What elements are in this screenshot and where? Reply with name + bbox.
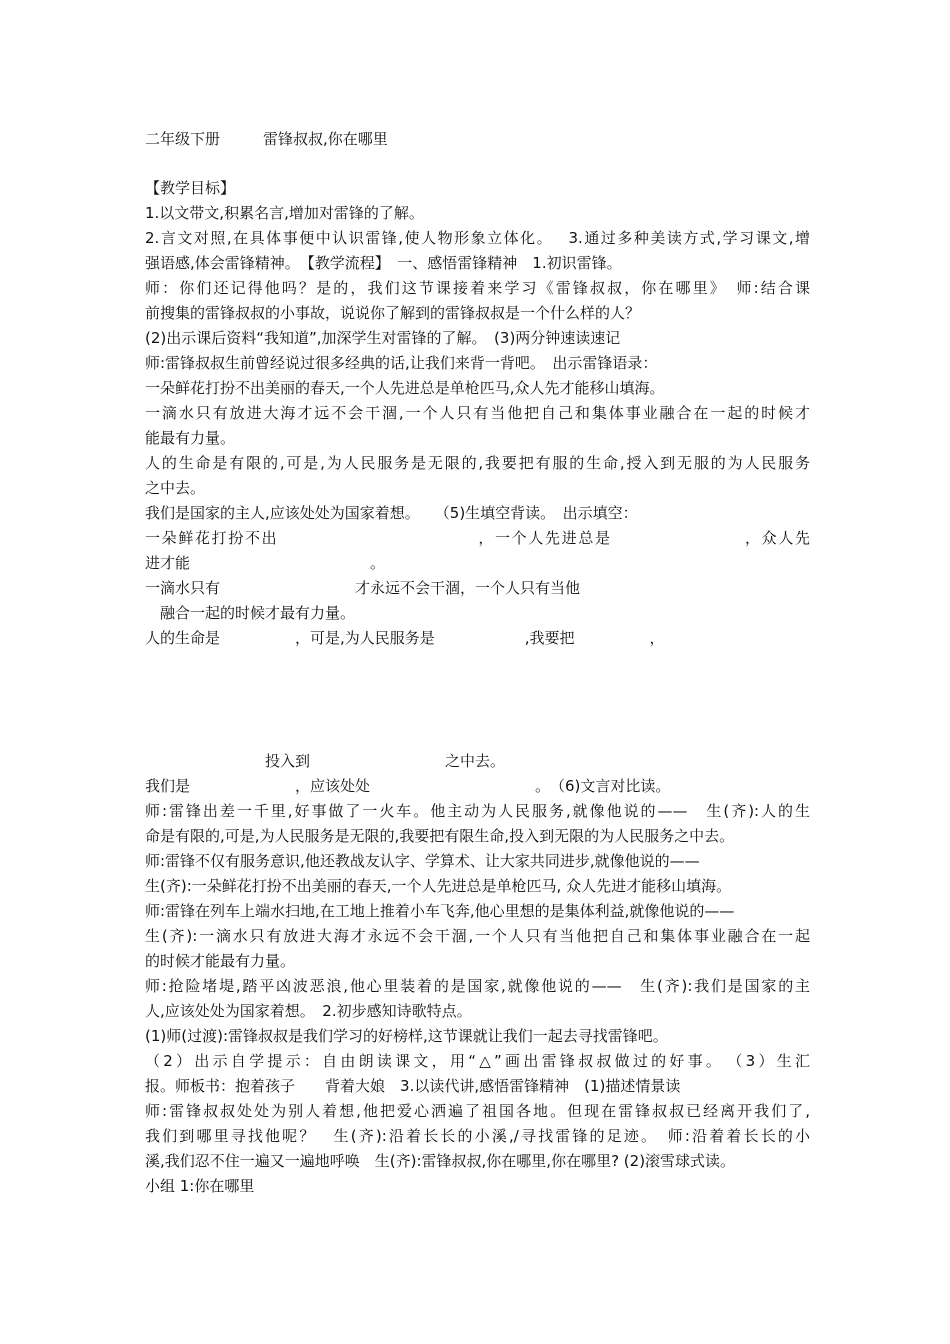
- body-line: 命是有限的,可是,为人民服务是无限的,我要把有限生命,投入到无限的为人民服务之中去。: [145, 827, 735, 845]
- fill-blank-line: 人的生命是 ，可是,为人民服务是 ,我要把 ，: [145, 629, 665, 647]
- body-line: 人的生命是有限的,可是,为人民服务是无限的,我要把有服的生命,授入到无服的为人民服务: [145, 454, 810, 472]
- body-line: 1.以文带文,积累名言,增加对雷锋的了解。: [145, 204, 424, 222]
- section-heading: 【教学目标】: [145, 179, 236, 197]
- body-line: 师:雷锋叔叔处处为别人着想,他把爱心洒遍了祖国各地。但现在雷锋叔叔已经离开我们了,: [145, 1102, 810, 1120]
- body-line: 生(齐):一滴水只有放进大海才永远不会干涸,一个人只有当他把自己和集体事业融合在一起: [145, 927, 810, 945]
- body-line: 师:雷锋叔叔生前曾经说过很多经典的话,让我们来背一背吧。 出示雷锋语录：: [145, 354, 658, 372]
- body-line: (2)出示课后资料“我知道”,加深学生对雷锋的了解。 (3)两分钟速读速记: [145, 329, 621, 347]
- body-line: 师:抢险堵堤,踏平凶波恶浪,他心里装着的是国家,就像他说的—— 生(齐):我们是国家的主: [145, 977, 810, 995]
- body-line: 师:雷锋出差一千里,好事做了一火车。他主动为人民服务,就像他说的—— 生(齐):人的生: [145, 802, 810, 820]
- body-line: 我们是 ，应该处处 。 （6)文言对比读。: [145, 777, 671, 795]
- body-line: 的时候才能最有力量。: [145, 952, 296, 970]
- body-line: 之中去。: [145, 479, 206, 497]
- body-line: 前搜集的雷锋叔叔的小事故，说说你了解到的雷锋叔叔是一个什么样的人？: [145, 304, 641, 322]
- body-line: 生(齐):一朵鲜花打扮不出美丽的春天,一个人先进总是单枪匹马, 众人先进才能移山填海。: [145, 877, 732, 895]
- body-line: 师:雷锋不仅有服务意识,他还教战友认字、学算术、让大家共同进步,就像他说的——: [145, 852, 700, 870]
- body-line: 师:雷锋在列车上端水扫地,在工地上推着小车飞奔,他心里想的是集体利益,就像他说的——: [145, 902, 735, 920]
- body-line: 溪,我们忍不住一遍又一遍地呼唤 生(齐):雷锋叔叔,你在哪里,你在哪里? (2)滚雪球式读。: [145, 1152, 736, 1170]
- body-line: 强语感,体会雷锋精神。 【教学流程】 一、感悟雷锋精神 1.初识雷锋。: [145, 254, 622, 272]
- fill-blank-line: 一滴水只有 才永远不会干涸，一个人只有当他: [145, 579, 581, 597]
- body-line: 一朵鲜花打扮不出美丽的春天,一个人先进总是单枪匹马,众人先才能移山填海。: [145, 379, 665, 397]
- body-line: 一滴水只有放进大海才远不会干涸,一个人只有当他把自己和集体事业融合在一起的时候才: [145, 404, 810, 422]
- body-line: 2.言文对照,在具体事便中认识雷锋,使人物形象立体化。 3.通过多种美读方式,学习课文,增: [145, 229, 810, 247]
- lesson-title: 雷锋叔叔,你在哪里: [263, 130, 388, 148]
- body-line: 能最有力量。: [145, 429, 236, 447]
- doc-title-line: [145, 127, 810, 151]
- body-line: (1)师(过渡):雷锋叔叔是我们学习的好榜样,这节课就让我们一起去寻找雷锋吧。: [145, 1027, 668, 1045]
- grade-label: 二年级下册: [145, 130, 221, 148]
- body-line: 小组 1:你在哪里: [145, 1177, 255, 1195]
- body-line: 人,应该处处为国家着想。 2.初步感知诗歌特点。: [145, 1002, 472, 1020]
- fill-blank-line: 投入到 之中去。: [145, 752, 506, 770]
- fill-blank-line: 融合一起的时候才最有力量。: [145, 604, 356, 622]
- body-line: 报。师板书：抱着孩子 背着大娘 3.以读代讲,感悟雷锋精神 (1)描述情景读: [145, 1077, 681, 1095]
- body-line: 师：你们还记得他吗？是的，我们这节课接着来学习《雷锋叔叔，你在哪里》 师:结合课: [145, 279, 810, 297]
- fill-blank-line: 进才能 。: [145, 554, 386, 572]
- body-line: 我们是国家的主人,应该处处为国家着想。 （5)生填空背读。 出示填空：: [145, 504, 638, 522]
- body-line: （2）出示自学提示：自由朗读课文，用“△”画出雷锋叔叔做过的好事。 （3）生汇: [145, 1052, 810, 1070]
- body-line: 我们到哪里寻找他呢？ 生(齐):沿着长长的小溪,/寻找雷锋的足迹。 师:沿着着长长的小: [145, 1127, 810, 1145]
- fill-blank-line: 一朵鲜花打扮不出 ，一个人先进总是 ，众人先: [145, 529, 810, 547]
